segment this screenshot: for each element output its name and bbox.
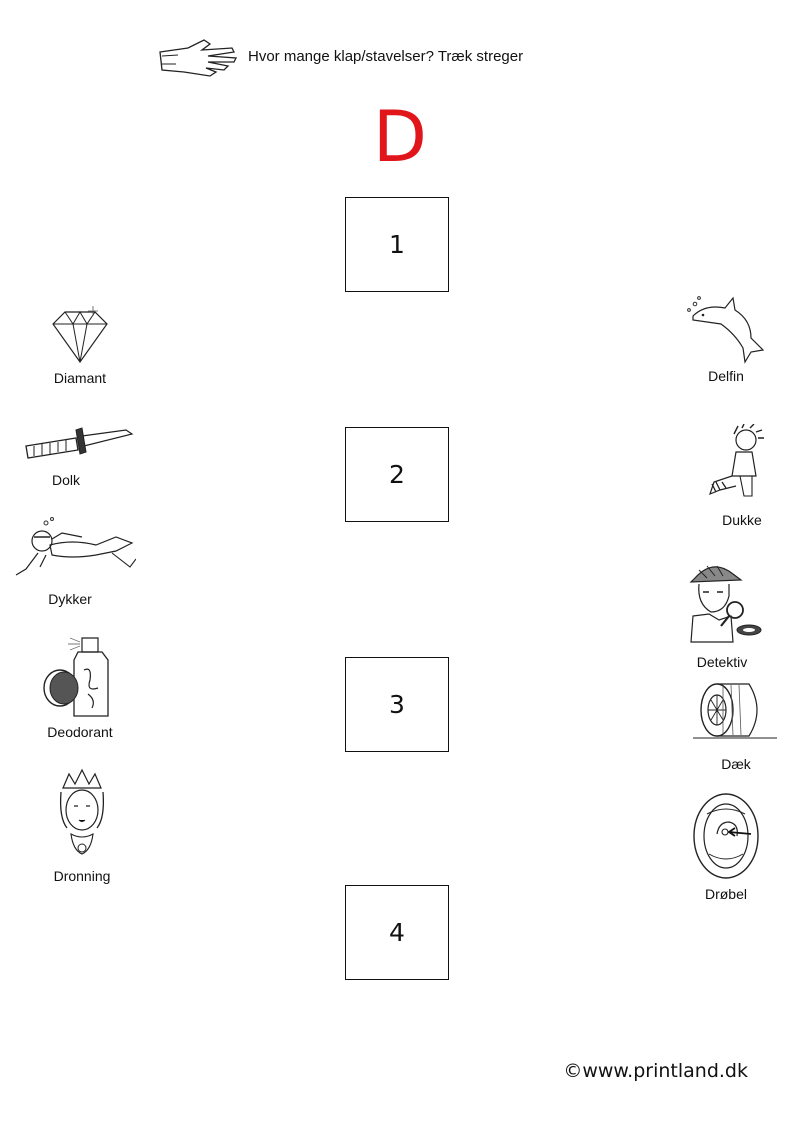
label-dukke: Dukke bbox=[722, 512, 762, 528]
label-dronning: Dronning bbox=[53, 868, 111, 884]
syllable-box-2[interactable]: 2 bbox=[345, 427, 449, 522]
doll-icon bbox=[696, 424, 776, 508]
picture-item-daek[interactable] bbox=[666, 680, 800, 772]
picture-item-detektiv[interactable] bbox=[652, 558, 792, 670]
label-detektiv: Detektiv bbox=[696, 654, 748, 670]
hand-icon bbox=[158, 34, 240, 78]
picture-item-dykker[interactable] bbox=[4, 515, 144, 607]
picture-item-dolk[interactable] bbox=[8, 424, 148, 488]
dagger-icon bbox=[22, 424, 134, 468]
label-delfin: Delfin bbox=[708, 368, 744, 384]
label-dolk: Dolk bbox=[51, 472, 80, 488]
dolphin-icon bbox=[685, 294, 767, 364]
copyright-footer: ©www.printland.dk bbox=[563, 1060, 748, 1082]
instruction-text: Hvor mange klap/stavelser? Træk streger bbox=[248, 47, 524, 65]
picture-item-deodorant[interactable] bbox=[10, 630, 150, 740]
label-drobel: Drøbel bbox=[704, 886, 747, 902]
letter-heading: D bbox=[373, 96, 427, 178]
label-dykker: Dykker bbox=[48, 591, 92, 607]
syllable-box-3[interactable]: 3 bbox=[345, 657, 449, 752]
picture-item-dronning[interactable] bbox=[12, 768, 152, 884]
queen-icon bbox=[47, 768, 117, 864]
detective-icon bbox=[679, 558, 765, 646]
picture-item-diamant[interactable] bbox=[10, 302, 150, 386]
syllable-box-1[interactable]: 1 bbox=[345, 197, 449, 292]
label-deodorant: Deodorant bbox=[47, 724, 113, 740]
picture-item-dukke[interactable] bbox=[666, 424, 800, 528]
picture-item-drobel[interactable] bbox=[656, 790, 796, 902]
syllable-box-4[interactable]: 4 bbox=[345, 885, 449, 980]
label-diamant: Diamant bbox=[53, 370, 107, 386]
diver-icon bbox=[12, 515, 136, 587]
picture-item-delfin[interactable] bbox=[656, 294, 796, 384]
instruction-header bbox=[158, 34, 523, 78]
uvula-icon bbox=[689, 790, 763, 882]
diamond-icon bbox=[45, 302, 115, 366]
tire-icon bbox=[693, 680, 779, 744]
label-daek: Dæk bbox=[721, 756, 751, 772]
deodorant-icon bbox=[40, 630, 120, 720]
